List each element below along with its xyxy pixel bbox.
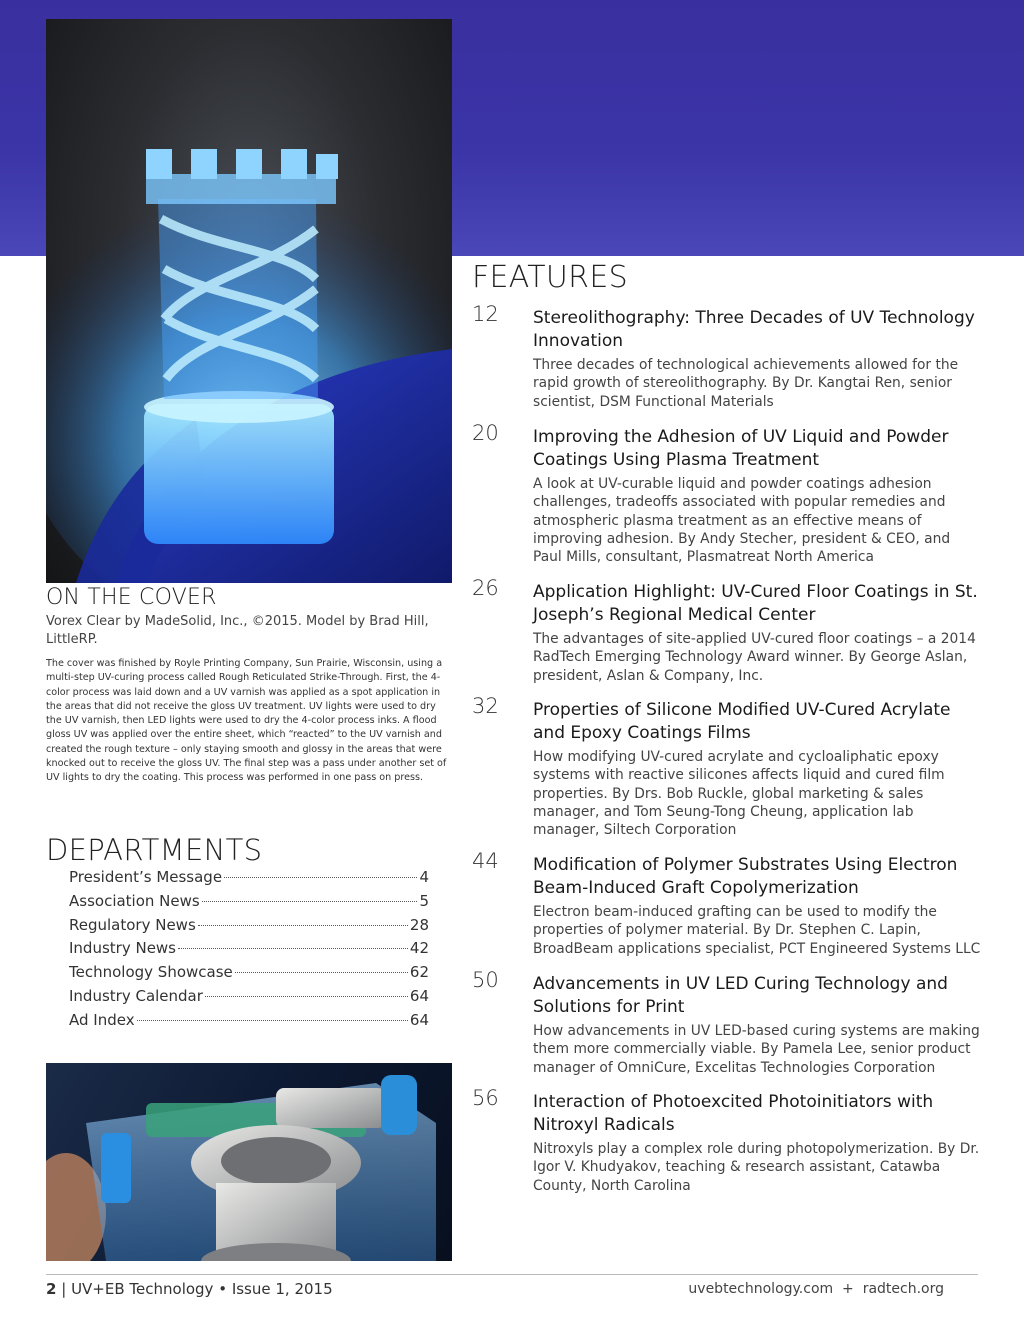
department-label: Industry News bbox=[69, 939, 176, 958]
feature-item[interactable] bbox=[472, 849, 982, 958]
feature-page-number: 26 bbox=[472, 576, 499, 600]
feature-item[interactable] bbox=[472, 421, 982, 566]
department-label: Ad Index bbox=[69, 1010, 135, 1029]
feature-title: Stereolithography: Three Decades of UV Technology Innovation bbox=[533, 308, 975, 351]
feature-item[interactable] bbox=[472, 576, 982, 685]
leader-dots bbox=[178, 948, 408, 949]
feature-title: Modification of Polymer Substrates Using Electron Beam-Induced Graft Copolymerization bbox=[533, 855, 958, 898]
department-item[interactable] bbox=[69, 892, 429, 916]
footer-page-number: 2 bbox=[46, 1280, 57, 1298]
leader-dots bbox=[198, 925, 408, 926]
footer-divider bbox=[46, 1274, 978, 1275]
department-label: President’s Message bbox=[69, 868, 223, 886]
cover-description: The cover was finished by Royle Printing Company, Sun Prairie, Wisconsin, using a multi-step UV-curing process called Rough Reticulated Strike-Through. First, the 4-color process was laid down and a UV varnish was applied as a spot application in the areas that did not receive the gloss UV treatment. UV lights were used to dry the UV varnish, then LED lights were used to dry the 4-color process inks. A flood gloss UV was applied over the entire sheet, which “reacted” to the UV varnish and created the rough texture – only staying smooth and glossy in the areas that were knocked out to receive the gloss UV. The final step was a pass under another set of UV lights to dry the coating. This process was performed in one pass on press. bbox=[46, 658, 447, 784]
on-the-cover-heading: ON THE COVER bbox=[46, 585, 217, 610]
department-item[interactable] bbox=[69, 987, 429, 1011]
departments-heading: DEPARTMENTS bbox=[46, 833, 263, 867]
department-item[interactable] bbox=[69, 963, 429, 987]
uv-led-device-photo bbox=[46, 1063, 452, 1261]
department-page: 4 bbox=[419, 868, 429, 886]
feature-item[interactable] bbox=[472, 1086, 982, 1195]
leader-dots bbox=[202, 901, 418, 902]
department-page: 28 bbox=[409, 915, 429, 934]
feature-page-number: 44 bbox=[472, 849, 499, 873]
feature-description: How modifying UV-cured acrylate and cycloaliphatic epoxy systems with reactive silicones affects liquid and cured film properties. By Drs. Bob Ruckle, global marketing & sales manager, and Tom Seung-Tong Cheung, application lab manager, Siltech Corporation bbox=[533, 749, 945, 839]
feature-title: Interaction of Photoexcited Photoinitiators with Nitroxyl Radicals bbox=[533, 1092, 934, 1135]
footer-separator: | bbox=[61, 1280, 67, 1298]
feature-page-number: 20 bbox=[472, 421, 499, 445]
feature-page-number: 50 bbox=[472, 968, 499, 992]
department-item[interactable] bbox=[69, 916, 429, 940]
department-item[interactable] bbox=[69, 868, 429, 892]
department-label: Industry Calendar bbox=[69, 986, 203, 1005]
footer-publication: UV+EB Technology • Issue 1, 2015 bbox=[71, 1280, 333, 1298]
cover-credit: Vorex Clear by MadeSolid, Inc., ©2015. Model by Brad Hill, LittleRP. bbox=[46, 614, 429, 647]
leader-dots bbox=[224, 877, 417, 878]
department-page: 62 bbox=[409, 963, 429, 982]
department-label: Technology Showcase bbox=[69, 963, 233, 982]
departments-list bbox=[69, 868, 429, 1035]
feature-item[interactable] bbox=[472, 302, 982, 411]
department-item[interactable] bbox=[69, 1011, 429, 1035]
feature-title: Properties of Silicone Modified UV-Cured Acrylate and Epoxy Coatings Films bbox=[533, 700, 951, 743]
feature-page-number: 32 bbox=[472, 694, 499, 718]
feature-title: Advancements in UV LED Curing Technology and Solutions for Print bbox=[533, 974, 948, 1017]
department-label: Association News bbox=[69, 891, 200, 910]
department-page: 64 bbox=[409, 1010, 429, 1029]
feature-description: Three decades of technological achievements allowed for the rapid growth of stereolithography. By Dr. Kangtai Ren, senior scientist, DSM Functional Materials bbox=[533, 357, 959, 410]
feature-description: The advantages of site-applied UV-cured floor coatings – a 2014 RadTech Emerging Technology Award winner. By George Aslan, president, Aslan & Company, Inc. bbox=[533, 631, 976, 684]
feature-page-number: 12 bbox=[472, 302, 499, 326]
department-label: Regulatory News bbox=[69, 915, 196, 934]
on-the-cover-section bbox=[46, 585, 451, 786]
department-item[interactable] bbox=[69, 939, 429, 963]
cover-photo bbox=[46, 19, 452, 583]
footer-websites[interactable]: uvebtechnology.com + radtech.org bbox=[688, 1281, 944, 1297]
feature-item[interactable] bbox=[472, 968, 982, 1077]
department-page: 5 bbox=[419, 891, 429, 910]
leader-dots bbox=[137, 1020, 408, 1021]
printed-tower-illustration bbox=[46, 19, 452, 583]
uv-device-illustration bbox=[46, 1063, 452, 1261]
feature-item[interactable] bbox=[472, 694, 982, 839]
department-page: 64 bbox=[409, 986, 429, 1005]
feature-title: Improving the Adhesion of UV Liquid and Powder Coatings Using Plasma Treatment bbox=[533, 427, 949, 470]
footer-publication-info bbox=[46, 1280, 333, 1298]
feature-description: A look at UV-curable liquid and powder coatings adhesion challenges, tradeoffs associated with popular remedies and atmospheric plasma treatment as an effective means of improving adhesion. By Andy Stecher, president & CEO, and Paul Mills, consultant, Plasmatreat North America bbox=[533, 476, 951, 566]
feature-title: Application Highlight: UV-Cured Floor Coatings in St. Joseph’s Regional Medical Center bbox=[533, 582, 978, 625]
feature-description: Electron beam-induced grafting can be used to modify the properties of polymer material. By Dr. Stephen C. Lapin, BroadBeam applications specialist, PCT Engineered Systems LLC bbox=[533, 904, 981, 957]
feature-description: Nitroxyls play a complex role during photopolymerization. By Dr. Igor V. Khudyakov, teaching & research assistant, Catawba County, North Carolina bbox=[533, 1141, 980, 1194]
features-heading: FEATURES bbox=[472, 260, 628, 295]
feature-page-number: 56 bbox=[472, 1086, 499, 1110]
feature-description: How advancements in UV LED-based curing systems are making them more commercially viable. By Pamela Lee, senior product manager of OmniCure, Excelitas Technologies Corporation bbox=[533, 1023, 980, 1076]
department-page: 42 bbox=[409, 939, 429, 958]
leader-dots bbox=[205, 996, 408, 997]
leader-dots bbox=[235, 972, 408, 973]
